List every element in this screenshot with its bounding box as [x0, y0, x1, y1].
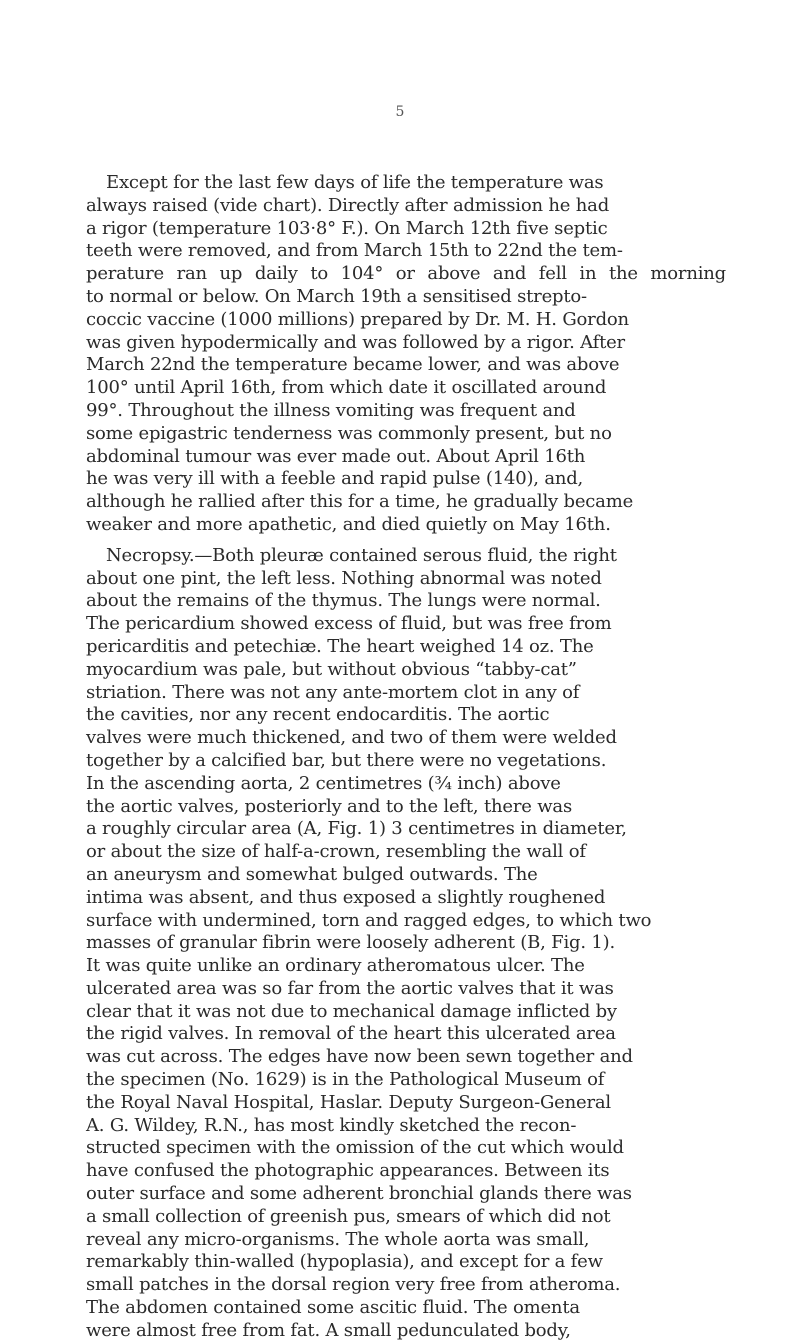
text-line: remarkably thin-walled (hypoplasia), and except for a few: [86, 1251, 603, 1273]
text-line: the cavities, nor any recent endocarditis. The aortic: [86, 704, 550, 726]
text-line: The pericardium showed excess of fluid, but was free from: [86, 613, 612, 635]
text-line: although he rallied after this for a time, he gradually became: [86, 491, 634, 513]
text-line: together by a calcified bar, but there were no vegetations.: [86, 749, 607, 771]
text-line: the aortic valves, posteriorly and to the left, there was: [86, 795, 572, 817]
text-line: Necropsy.—Both pleuræ contained serous fluid, the right: [106, 544, 617, 566]
text-line: to normal or below. On March 19th a sensitised strepto-: [86, 285, 587, 307]
text-line: weaker and more apathetic, and died quietly on May 16th.: [86, 513, 611, 535]
text-line: pericarditis and petechiæ. The heart weighed 14 oz. The: [86, 635, 594, 657]
paragraph-gap: [86, 537, 726, 545]
text-line: an aneurysm and somewhat bulged outwards. The: [86, 863, 538, 885]
text-line: about one pint, the left less. Nothing abnormal was noted: [86, 567, 602, 589]
text-line: 100° until April 16th, from which date it oscillated around: [86, 377, 607, 399]
text-line: have confused the photographic appearances. Between its: [86, 1160, 610, 1182]
text-line: In the ascending aorta, 2 centimetres (¾ inch) above: [86, 772, 561, 794]
page-number: 5: [395, 104, 405, 120]
text-line: reveal any micro-organisms. The whole aorta was small,: [86, 1228, 590, 1250]
text-line: about the remains of the thymus. The lungs were normal.: [86, 590, 601, 612]
text-line: small patches in the dorsal region very free from atheroma.: [86, 1274, 621, 1296]
text-line: always raised (vide chart). Directly after admission he had: [86, 194, 610, 216]
text-line: was cut across. The edges have now been sewn together and: [86, 1046, 633, 1068]
body-text: [86, 172, 726, 1343]
text-line: a roughly circular area (A, Fig. 1) 3 centimetres in diameter,: [86, 818, 627, 840]
paragraph: [86, 172, 726, 537]
text-line: a small collection of greenish pus, smears of which did not: [86, 1205, 611, 1227]
text-line: the rigid valves. In removal of the heart this ulcerated area: [86, 1023, 616, 1045]
text-line: masses of granular fibrin were loosely adherent (B, Fig. 1).: [86, 932, 615, 954]
text-line: structed specimen with the omission of the cut which would: [86, 1137, 624, 1159]
text-line: March 22nd the temperature became lower, and was above: [86, 354, 620, 376]
text-line: perature ran up daily to 104° or above and fell in the morning: [86, 263, 727, 285]
text-line: Except for the last few days of life the temperature was: [106, 172, 604, 193]
text-line: abdominal tumour was ever made out. About April 16th: [86, 445, 586, 467]
text-line: intima was absent, and thus exposed a slightly roughened: [86, 886, 606, 908]
text-line: the specimen (No. 1629) is in the Pathological Museum of: [86, 1069, 605, 1091]
text-line: coccic vaccine (1000 millions) prepared by Dr. M. H. Gordon: [86, 308, 629, 330]
text-line: surface with undermined, torn and ragged edges, to which two: [86, 909, 652, 931]
text-line: or about the size of half-a-crown, resembling the wall of: [86, 841, 586, 863]
text-line: ulcerated area was so far from the aortic valves that it was: [86, 977, 614, 999]
paragraph: [86, 545, 726, 1343]
text-line: a rigor (temperature 103·8° F.). On March 12th five septic: [86, 217, 608, 239]
text-line: the Royal Naval Hospital, Haslar. Deputy Surgeon-General: [86, 1091, 611, 1113]
text-line: valves were much thickened, and two of them were welded: [86, 727, 617, 749]
text-line: 99°. Throughout the illness vomiting was frequent and: [86, 399, 576, 421]
text-line: he was very ill with a feeble and rapid pulse (140), and,: [86, 468, 584, 490]
text-line: It was quite unlike an ordinary atheromatous ulcer. The: [86, 955, 585, 977]
text-line: clear that it was not due to mechanical damage inflicted by: [86, 1000, 617, 1022]
text-line: A. G. Wildey, R.N., has most kindly sketched the recon-: [86, 1114, 577, 1136]
text-line: teeth were removed, and from March 15th to 22nd the tem-: [86, 240, 623, 262]
text-line: outer surface and some adherent bronchial glands there was: [86, 1183, 632, 1205]
text-line: striation. There was not any ante-mortem clot in any of: [86, 681, 580, 703]
text-line: were almost free from fat. A small pedunculated body,: [86, 1319, 571, 1341]
text-line: some epigastric tenderness was commonly present, but no: [86, 422, 612, 444]
text-line: was given hypodermically and was followed by a rigor. After: [86, 331, 625, 353]
text-line: myocardium was pale, but without obvious “tabby-cat”: [86, 658, 577, 680]
text-line: The abdomen contained some ascitic fluid. The omenta: [86, 1297, 580, 1319]
